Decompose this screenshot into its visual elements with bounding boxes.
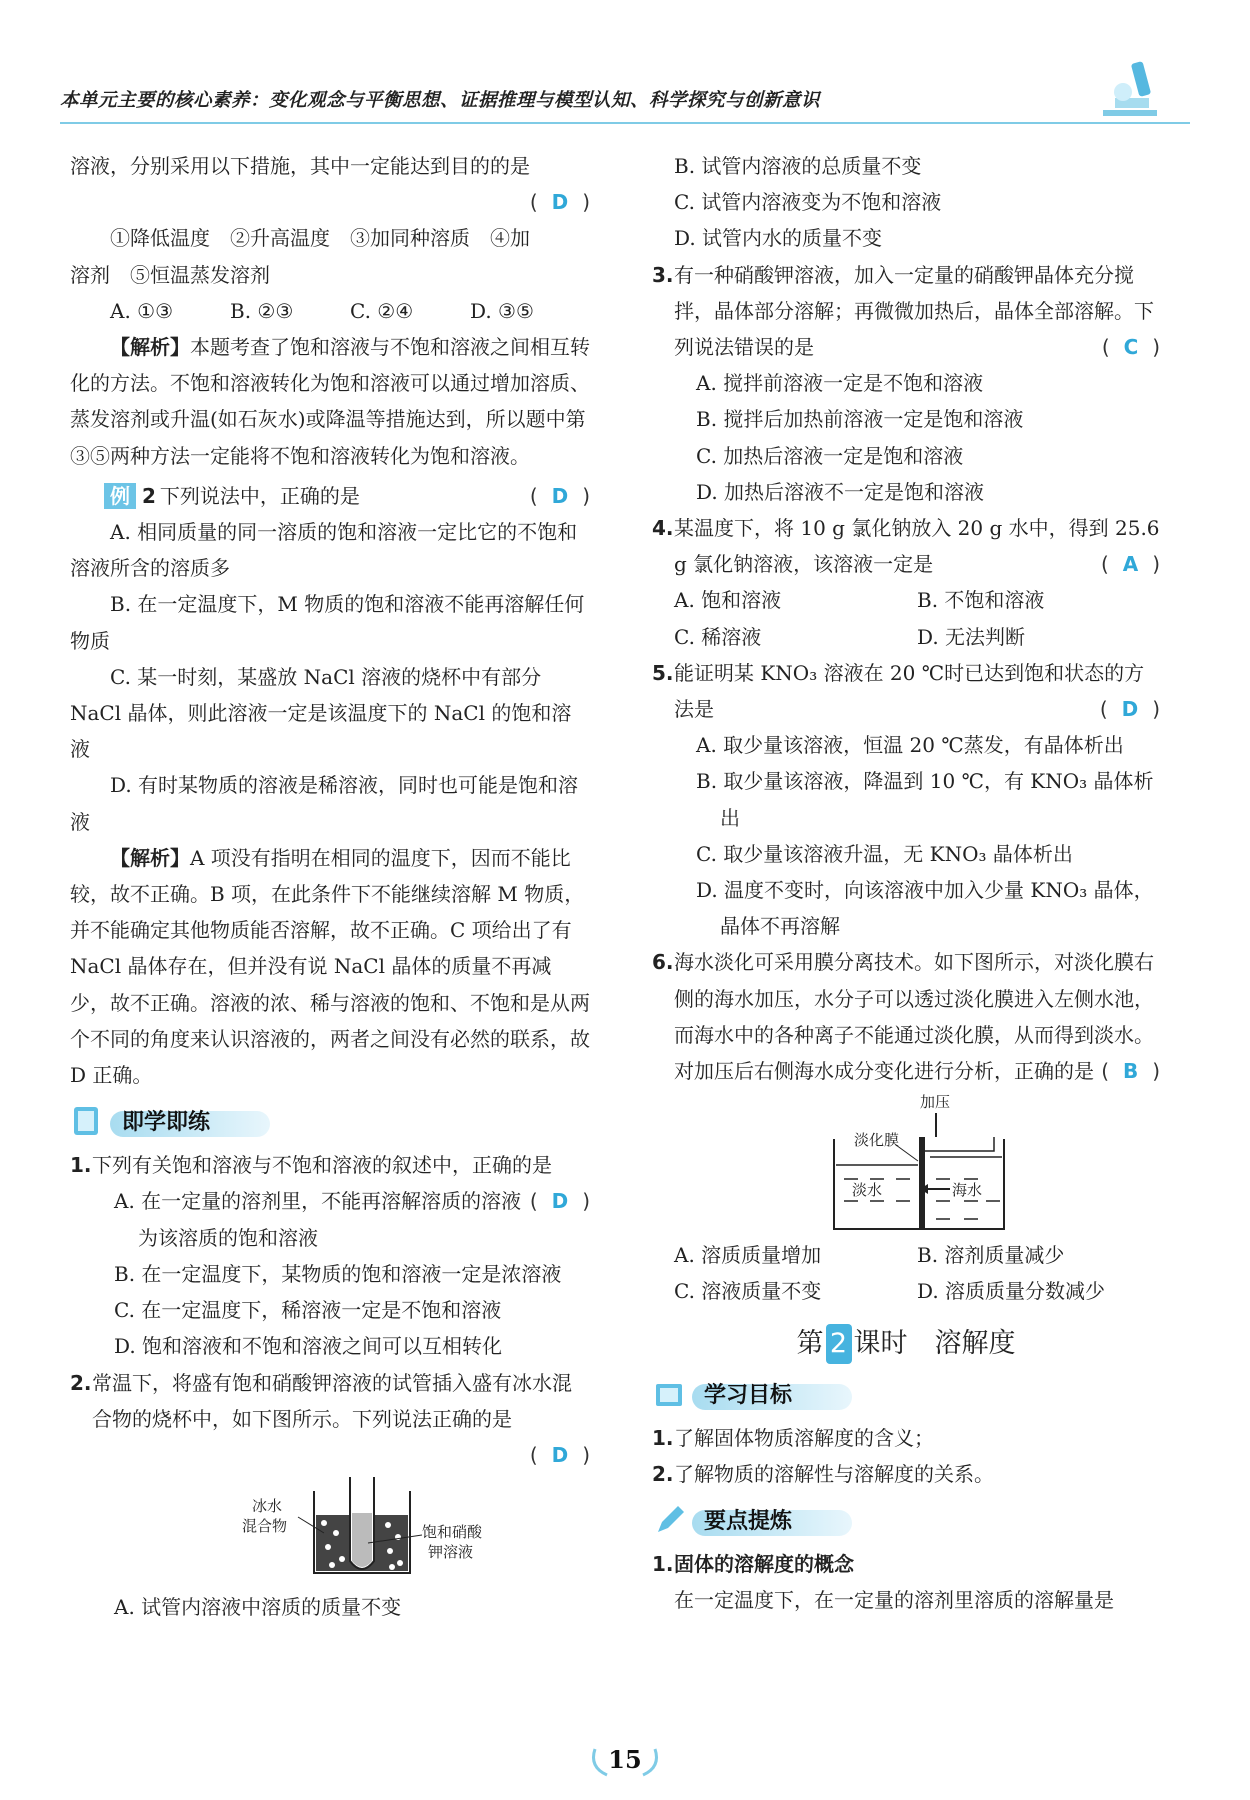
question-6: 6.海水淡化可采用膜分离技术。如下图所示，对淡化膜右侧的海水加压，水分子可以透过淡化膜进入左侧水池，而海水中的各种离子不能通过淡化膜，从而得到淡水。对加压后右侧海水成分变化进行分析，正确的是 ( B ) 加压 淡化膜 淡水 海水 A. 溶质质量增加 B. 溶剂质量减少 C. 溶液质量不变 D. 溶质质量分数减少	[652, 944, 1160, 1309]
q3-option-d: D. 加热后溶液不一定是饱和溶液	[696, 479, 985, 504]
q5-option-a: A. 取少量该溶液，恒温 20 ℃蒸发，有晶体析出	[696, 733, 1124, 758]
right-column	[652, 148, 1160, 1619]
q5-option-d: D. 温度不变时，向该溶液中加入少量 KNO₃ 晶体，晶体不再溶解	[696, 878, 1154, 939]
page-number: 15	[608, 1745, 642, 1774]
fig-label-ice-water-2: 混合物	[242, 1517, 288, 1536]
q1-option-c: C. 在一定温度下，稀溶液一定是不饱和溶液	[114, 1298, 502, 1323]
example1-intro: 溶液，分别采用以下措施，其中一定能达到目的的是	[70, 154, 530, 178]
goal-item: 1.了解固体物质溶解度的含义；	[652, 1425, 934, 1450]
example1-options	[70, 293, 590, 329]
analysis-1: 【解析】本题考查了饱和溶液与不饱和溶液之间相互转化的方法。不饱和溶液转化为饱和溶液可以通过增加溶质、蒸发溶剂或升温(如石灰水)或降温等措施达到，所以题中第③⑤两种方法一定能将不饱和溶液转化为饱和溶液。	[70, 335, 590, 468]
q4-option-b: B. 不饱和溶液	[917, 588, 1045, 613]
example2-stem: 例 2 下列说法中，正确的是 ( D )	[70, 478, 590, 514]
q2-option-c: C. 试管内溶液变为不饱和溶液	[674, 190, 942, 215]
page-header-text: 本单元主要的核心素养：变化观念与平衡思想、证据推理与模型认知、科学探究与创新意识	[60, 90, 821, 111]
q6-option-a: A. 溶质质量增加	[674, 1243, 822, 1268]
example1-answer-line: ( D )	[529, 190, 590, 215]
lesson-title: 第 2 课时 溶解度	[652, 1324, 1160, 1364]
question-6-answer: B	[1123, 1059, 1139, 1084]
example2-option-d: D. 有时某物质的溶液是稀溶液，同时也可能是饱和溶液	[70, 773, 579, 834]
question-2: 2.常温下，将盛有饱和硝酸钾溶液的试管插入盛有冰水混合物的烧杯中，如下图所示。下列说法正确的是 ( D ) 冰水 混合物 饱和硝酸 钾溶液 A. 试管内溶液中溶质的质量不变	[70, 1365, 590, 1626]
desalination-figure	[674, 1089, 1160, 1237]
q4-option-c: C. 稀溶液	[674, 624, 762, 649]
q1-option-d: D. 饱和溶液和不饱和溶液之间可以互相转化	[114, 1334, 503, 1359]
book-icon	[652, 1376, 688, 1412]
q6-options-row-2	[652, 1273, 1160, 1309]
q1-option-b: B. 在一定温度下，某物质的饱和溶液一定是浓溶液	[114, 1261, 562, 1286]
example1-answer: D	[551, 190, 569, 215]
fig-label-pressure: 加压	[920, 1093, 951, 1112]
question-5-answer: D	[1121, 697, 1139, 722]
q5-option-c: C. 取少量该溶液升温，无 KNO₃ 晶体析出	[696, 841, 1073, 866]
section-practice-title: 即学即练	[70, 1101, 590, 1143]
question-2-answer: D	[551, 1442, 569, 1467]
q1-option-a: A. 在一定量的溶剂里，不能再溶解溶质的溶液为该溶质的饱和溶液	[114, 1189, 522, 1250]
example2-option-b: B. 在一定温度下，M 物质的饱和溶液不能再溶解任何物质	[70, 592, 585, 653]
option-d: D. ③⑤	[470, 298, 534, 323]
fig-label-kno3-2: 钾溶液	[428, 1543, 474, 1562]
q2-option-b: B. 试管内溶液的总质量不变	[674, 154, 922, 178]
q6-option-c: C. 溶液质量不变	[674, 1279, 822, 1304]
section-goals-title: 学习目标	[652, 1374, 1160, 1416]
question-5: 5.能证明某 KNO₃ 溶液在 20 ℃时已达到饱和状态的方法是 ( D ) A. 取少量该溶液，恒温 20 ℃蒸发，有晶体析出 B. 取少量该溶液，降温到 10 ℃，有 KNO₃ 晶体析出 C. 取少量该溶液升温，无 KNO₃ 晶体析出 D. 温度不变时，向该溶液中加入少量 KNO₃ 晶体，晶体不再溶解	[652, 655, 1160, 945]
q3-option-a: A. 搅拌前溶液一定是不饱和溶液	[696, 371, 984, 396]
point-1: 1.固体的溶解度的概念 在一定温度下，在一定量的溶剂里溶质的溶解量是	[652, 1546, 1160, 1618]
header-rule	[60, 122, 1190, 124]
fig-label-ice-water-1: 冰水	[252, 1497, 283, 1516]
q6-option-d: D. 溶质质量分数减少	[917, 1279, 1106, 1304]
tablet-icon	[70, 1103, 106, 1139]
goal-item: 2.了解物质的溶解性与溶解度的关系。	[652, 1461, 994, 1486]
q4-option-d: D. 无法判断	[917, 624, 1026, 649]
q6-options-row-1	[652, 1237, 1160, 1273]
q4-options-row-1	[674, 582, 1160, 618]
option-a: A. ①③	[110, 298, 174, 323]
pen-icon	[652, 1502, 688, 1538]
section-points-title: 要点提炼	[652, 1500, 1160, 1542]
page-number-badge	[585, 1745, 665, 1774]
question-3-answer: C	[1123, 335, 1139, 360]
example1-measures-cont: 溶剂 ⑤恒温蒸发溶剂	[70, 262, 270, 287]
example-tag: 例	[104, 483, 136, 509]
laurel-icon	[585, 1741, 665, 1781]
q2-option-d: D. 试管内水的质量不变	[674, 226, 883, 251]
left-column	[70, 148, 590, 1625]
question-4: 4.某温度下，将 10 g 氯化钠放入 20 g 水中，得到 25.6 g 氯化钠溶液，该溶液一定是 ( A ) A. 饱和溶液 B. 不饱和溶液 C. 稀溶液 D. 无法判断	[652, 510, 1160, 655]
question-1: 1.下列有关饱和溶液与不饱和溶液的叙述中，正确的是 ( D ) A. 在一定量的溶剂里，不能再溶解溶质的溶液为该溶质的饱和溶液 B. 在一定温度下，某物质的饱和溶液一定是浓溶液 C. 在一定温度下，稀溶液一定是不饱和溶液 D. 饱和溶液和不饱和溶液之间可以互相转化	[70, 1147, 590, 1364]
q4-options-row-2	[674, 619, 1160, 655]
analysis-2: 【解析】A 项没有指明在相同的温度下，因而不能比较，故不正确。B 项，在此条件下不能继续溶解 M 物质，并不能确定其他物质能否溶解，故不正确。C 项给出了有 NaCl 晶体存在，但并没有说 NaCl 晶体的质量不再减少，故不正确。溶液的浓、稀与溶液的饱和、不饱和是从两个不同的角度来认识溶液的，两者之间没有必然的联系，故 D 正确。	[70, 845, 590, 1088]
point-1-text: 在一定温度下，在一定量的溶剂里溶质的溶解量是	[674, 1588, 1114, 1613]
question-3: 3.有一种硝酸钾溶液，加入一定量的硝酸钾晶体充分搅拌，晶体部分溶解；再微微加热后，晶体全部溶解。下列说法错误的是 ( C ) A. 搅拌前溶液一定是不饱和溶液 B. 搅拌后加热前溶液一定是饱和溶液 C. 加热后溶液一定是饱和溶液 D. 加热后溶液不一定是饱和溶液	[652, 257, 1160, 510]
q4-option-a: A. 饱和溶液	[674, 588, 782, 613]
example1-measures: ①降低温度 ②升高温度 ③加同种溶质 ④加	[110, 226, 530, 251]
option-b: B. ②③	[230, 298, 294, 323]
q2-option-a: A. 试管内溶液中溶质的质量不变	[114, 1595, 402, 1620]
fig-label-fresh-water: 淡水	[852, 1181, 883, 1200]
example2-option-a: A. 相同质量的同一溶质的饱和溶液一定比它的不饱和溶液所含的溶质多	[70, 520, 578, 581]
q3-option-c: C. 加热后溶液一定是饱和溶液	[696, 443, 964, 468]
beaker-test-tube-figure	[92, 1473, 592, 1589]
fig-label-membrane: 淡化膜	[854, 1131, 900, 1150]
q5-option-b: B. 取少量该溶液，降温到 10 ℃，有 KNO₃ 晶体析出	[696, 769, 1154, 830]
option-c: C. ②④	[350, 298, 414, 323]
q3-option-b: B. 搅拌后加热前溶液一定是饱和溶液	[696, 407, 1024, 432]
question-4-answer: A	[1122, 552, 1139, 577]
example2-option-c: C. 某一时刻，某盛放 NaCl 溶液的烧杯中有部分 NaCl 晶体，则此溶液一定是该温度下的 NaCl 的饱和溶液	[70, 664, 572, 762]
q6-option-b: B. 溶剂质量减少	[917, 1243, 1065, 1268]
fig-label-kno3-1: 饱和硝酸	[422, 1523, 483, 1542]
microscope-icon	[1095, 52, 1165, 122]
goals-list	[652, 1420, 1160, 1492]
example2-answer: D	[551, 483, 569, 508]
fig-label-sea-water: 海水	[952, 1181, 983, 1200]
question-1-answer: D	[551, 1189, 569, 1214]
